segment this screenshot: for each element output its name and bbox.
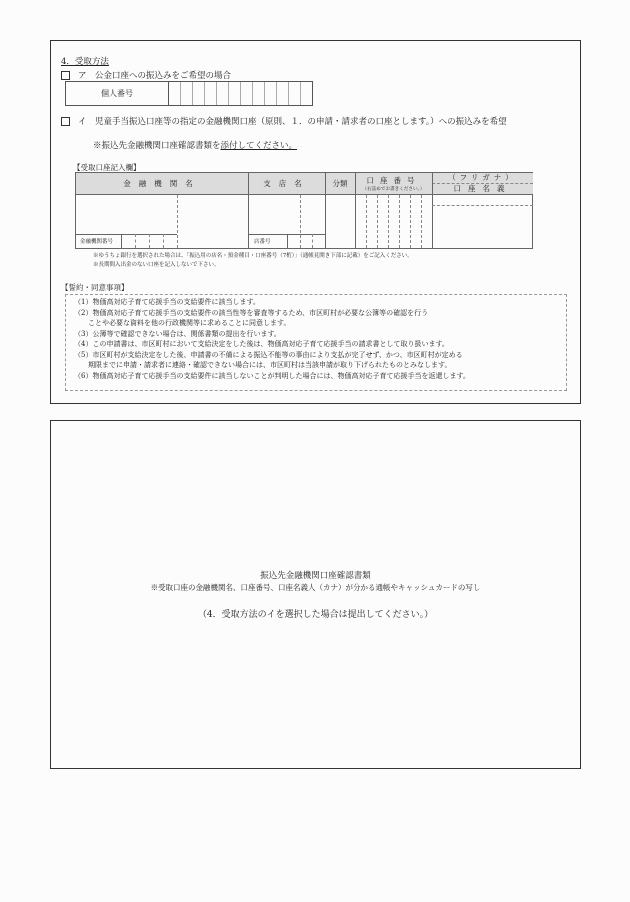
account-section-title: 【受取口座記入欄】	[73, 163, 141, 172]
agreement-item: （1）物価高対応子育て応援手当の支給要件に該当します。	[74, 298, 260, 306]
my-number-digit[interactable]	[253, 82, 265, 105]
my-number-digit[interactable]	[277, 82, 289, 105]
yucho-note: ※ゆうちょ銀行を選択された場合は、「振込用の店名・預金種目・口座番号（7桁）」（通帳見開き下部に記載）をご記入ください。	[93, 253, 413, 259]
option-a-checkbox[interactable]	[61, 71, 70, 80]
account-table	[75, 172, 533, 249]
attach-instruction: 添付してください。	[220, 141, 298, 151]
option-b-row	[61, 115, 507, 127]
header-category: 分類	[325, 173, 355, 195]
option-a-label: ア 公金口座への振込みをご希望の場合	[78, 71, 232, 81]
agreement-item: （2）物価高対応子育て応援手当の支給要件の該当性等を審査等するため、市区町村が必要な公簿等の確認を行う	[74, 308, 429, 317]
header-bank-name: 金融機関名	[76, 173, 248, 195]
agreement-list	[65, 294, 567, 391]
my-number-digit[interactable]	[217, 82, 229, 105]
my-number-digit[interactable]	[265, 82, 277, 105]
dormant-note: ※長期間入出金のない口座を記入しないで下さい。	[93, 262, 220, 268]
attachment-area	[50, 420, 581, 769]
attachment-title: 振込先金融機関口座確認書類	[260, 571, 371, 581]
option-b-label: イ 児童手当振込口座等の指定の金融機関口座（原則、１．の申請・請求者の口座とします。）への振込みを希望	[78, 117, 507, 127]
my-number-digit[interactable]	[289, 82, 301, 105]
account-holder-input[interactable]	[432, 206, 533, 249]
branch-code-label: 店番号	[254, 239, 271, 245]
header-branch-name: 支店名	[248, 173, 325, 195]
branch-name-input[interactable]	[248, 195, 325, 234]
agreement-item: （4）この申請書は、市区町村において支給決定をした後は、物価高対応子育て応援手当の請求書として取り扱います。	[74, 340, 449, 348]
header-account-number: 口座番号 （右詰めでお書きください。）	[355, 173, 432, 195]
attachment-instruction: （4．受取方法のイを選択した場合は提出してください。）	[197, 610, 434, 620]
my-number-digit[interactable]	[205, 82, 217, 105]
account-number-input[interactable]	[355, 195, 432, 249]
my-number-digit[interactable]	[169, 82, 181, 105]
my-number-digit[interactable]	[301, 82, 312, 105]
agreement-item: （6）物価高対応子育て応援手当の支給要件に該当しないことが判明した場合には、物価高対応子育て応援手当を返還します。	[74, 371, 470, 380]
bank-code-label: 金融機関番号	[80, 239, 114, 245]
my-number-label: 個人番号	[66, 82, 169, 105]
my-number-digit[interactable]	[241, 82, 253, 105]
my-number-digit[interactable]	[229, 82, 241, 105]
agreement-item: ことや必要な資料を他の行政機関等に求めることに同意します。	[74, 319, 291, 327]
agreement-item: （3）公簿等で確認できない場合は、関係書類の提出を行います。	[74, 329, 281, 338]
section-title: 4．受取方法	[61, 57, 109, 67]
receiving-method-section	[50, 40, 581, 404]
furigana-input[interactable]	[432, 195, 533, 205]
category-input[interactable]	[325, 195, 355, 249]
attachment-description: ※受取口座の金融機関名、口座番号、口座名義人（カナ）が分かる通帳やキャッシュカードの写し	[150, 583, 481, 592]
option-b-checkbox[interactable]	[61, 117, 70, 126]
my-number-digit[interactable]	[193, 82, 205, 105]
my-number-field	[65, 81, 313, 106]
header-holder: （フリガナ） 口座名義	[432, 173, 533, 195]
option-a-row	[61, 69, 231, 81]
my-number-digit[interactable]	[181, 82, 193, 105]
agreement-item: （5）市区町村が支給決定をした後、申請書の不備による振込不能等の事由により支払が完了せず、かつ、市区町村が定める	[74, 350, 463, 359]
option-b-note: ※振込先金融機関口座確認書類を添付してください。	[93, 141, 298, 151]
agreement-item: 期限までに申請・請求者に連絡・確認できない場合には、市区町村は当該申請が取り下げられたものとみなします。	[74, 361, 452, 369]
agreement-title: 【誓約・同意事項】	[61, 283, 129, 292]
bank-name-input[interactable]	[76, 195, 248, 234]
